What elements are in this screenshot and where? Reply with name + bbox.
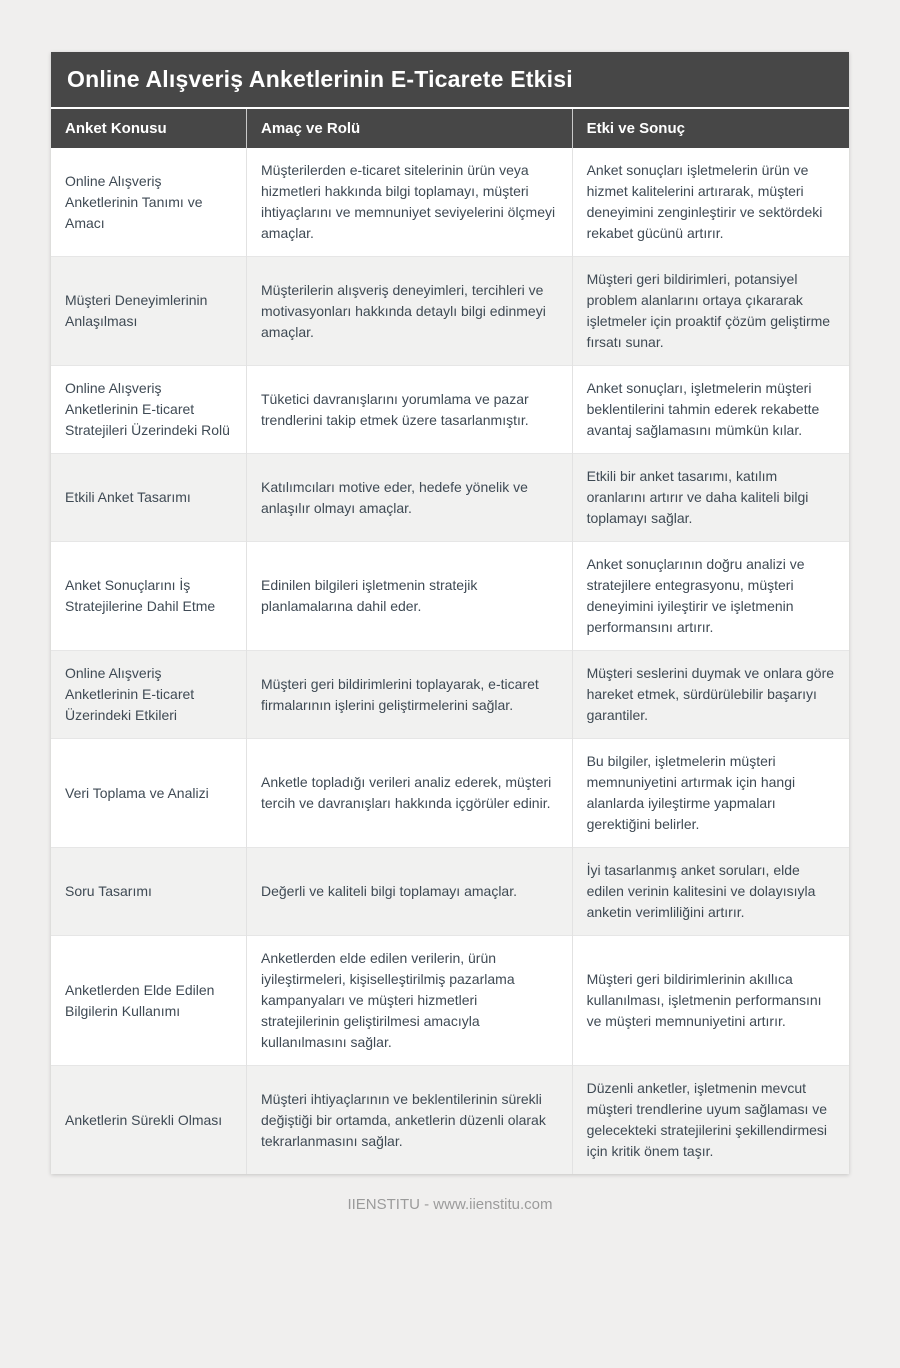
cell-topic: Anket Sonuçlarını İş Stratejilerine Dahil Etme	[51, 542, 247, 651]
cell-topic: Anketlerden Elde Edilen Bilgilerin Kullanımı	[51, 936, 247, 1066]
cell-topic: Müşteri Deneyimlerinin Anlaşılması	[51, 257, 247, 366]
cell-effect: Anket sonuçları, işletmelerin müşteri beklentilerini tahmin ederek rekabette avantaj sağlamasını mümkün kılar.	[572, 366, 849, 454]
cell-topic: Veri Toplama ve Analizi	[51, 739, 247, 848]
cell-purpose: Edinilen bilgileri işletmenin stratejik planlamalarına dahil eder.	[247, 542, 573, 651]
cell-purpose: Tüketici davranışlarını yorumlama ve pazar trendlerini takip etmek üzere tasarlanmıştır.	[247, 366, 573, 454]
cell-purpose: Katılımcıları motive eder, hedefe yönelik ve anlaşılır olmayı amaçlar.	[247, 454, 573, 542]
cell-effect: Düzenli anketler, işletmenin mevcut müşteri trendlerine uyum sağlaması ve gelecekteki stratejilerini şekillendirmesi için kritik önem taşır.	[572, 1066, 849, 1175]
cell-topic: Online Alışveriş Anketlerinin E-ticaret Stratejileri Üzerindeki Rolü	[51, 366, 247, 454]
cell-effect: Müşteri seslerini duymak ve onlara göre hareket etmek, sürdürülebilir başarıyı garantiler.	[572, 651, 849, 739]
cell-effect: Anket sonuçlarının doğru analizi ve stratejilere entegrasyonu, müşteri deneyimini iyileştirir ve işletmenin performansını artırır.	[572, 542, 849, 651]
cell-purpose: Müşterilerden e-ticaret sitelerinin ürün veya hizmetleri hakkında bilgi toplamayı, müşteri ihtiyaçlarını ve memnuniyet seviyelerini ölçmeyi amaçlar.	[247, 148, 573, 257]
table-row	[51, 936, 849, 1066]
footer-attribution: IIENSTITU - www.iienstitu.com	[347, 1196, 553, 1213]
cell-topic: Online Alışveriş Anketlerinin E-ticaret Üzerindeki Etkileri	[51, 651, 247, 739]
cell-topic: Anketlerin Sürekli Olması	[51, 1066, 247, 1175]
table-row	[51, 848, 849, 936]
cell-purpose: Müşterilerin alışveriş deneyimleri, tercihleri ve motivasyonları hakkında detaylı bilgi edinmeyi amaçlar.	[247, 257, 573, 366]
cell-effect: Bu bilgiler, işletmelerin müşteri memnuniyetini artırmak için hangi alanlarda iyileştirme yapmaları gerektiğini belirler.	[572, 739, 849, 848]
column-header-amac-ve-rolu: Amaç ve Rolü	[247, 109, 573, 148]
table-row	[51, 651, 849, 739]
page-title: Online Alışveriş Anketlerinin E-Ticarete Etkisi	[51, 52, 849, 109]
table-row	[51, 148, 849, 257]
cell-effect: Anket sonuçları işletmelerin ürün ve hizmet kalitelerini artırarak, müşteri deneyimini zenginleştirir ve sektördeki rekabet gücünü artırır.	[572, 148, 849, 257]
column-header-etki-ve-sonuc: Etki ve Sonuç	[572, 109, 849, 148]
cell-topic: Online Alışveriş Anketlerinin Tanımı ve Amacı	[51, 148, 247, 257]
table-row	[51, 739, 849, 848]
cell-purpose: Müşteri ihtiyaçlarının ve beklentilerinin sürekli değiştiği bir ortamda, anketlerin düzenli olarak tekrarlanmasını sağlar.	[247, 1066, 573, 1175]
cell-effect: Etkili bir anket tasarımı, katılım oranlarını artırır ve daha kaliteli bilgi toplamayı sağlar.	[572, 454, 849, 542]
cell-effect: İyi tasarlanmış anket soruları, elde edilen verinin kalitesini ve dolayısıyla anketin verimliliğini artırır.	[572, 848, 849, 936]
cell-purpose: Anketlerden elde edilen verilerin, ürün iyileştirmeleri, kişiselleştirilmiş pazarlama kampanyaları ve müşteri hizmetleri stratejilerinin geliştirilmesi amacıyla kullanılmasını sağlar.	[247, 936, 573, 1066]
cell-purpose: Anketle topladığı verileri analiz ederek, müşteri tercih ve davranışları hakkında içgörüler edinir.	[247, 739, 573, 848]
table-header-row	[51, 109, 849, 148]
column-header-anket-konusu: Anket Konusu	[51, 109, 247, 148]
table-row	[51, 366, 849, 454]
cell-purpose: Değerli ve kaliteli bilgi toplamayı amaçlar.	[247, 848, 573, 936]
cell-effect: Müşteri geri bildirimlerinin akıllıca kullanılması, işletmenin performansını ve müşteri memnuniyetini artırır.	[572, 936, 849, 1066]
table-row	[51, 454, 849, 542]
cell-effect: Müşteri geri bildirimleri, potansiyel problem alanlarını ortaya çıkararak işletmeler için proaktif çözüm geliştirme fırsatı sunar.	[572, 257, 849, 366]
table-row	[51, 257, 849, 366]
table-row	[51, 1066, 849, 1175]
table-row	[51, 542, 849, 651]
cell-purpose: Müşteri geri bildirimlerini toplayarak, e-ticaret firmalarının işlerini geliştirmelerini sağlar.	[247, 651, 573, 739]
cell-topic: Etkili Anket Tasarımı	[51, 454, 247, 542]
content-card	[51, 52, 849, 1174]
table-header	[51, 109, 849, 148]
cell-topic: Soru Tasarımı	[51, 848, 247, 936]
survey-impact-table	[51, 109, 849, 1174]
table-body	[51, 148, 849, 1174]
